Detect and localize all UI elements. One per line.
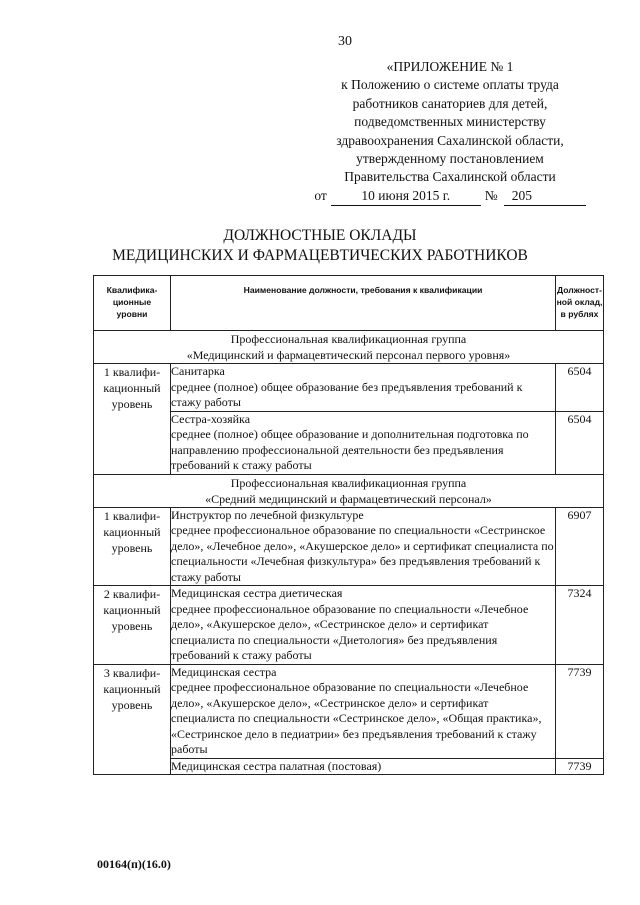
position-title: Медицинская сестра — [171, 664, 277, 679]
decree-reference — [300, 187, 600, 206]
decree-date: 10 июня 2015 г. — [331, 187, 481, 206]
header-salary: Должност- ной оклад, в рублях — [556, 276, 604, 331]
header-level: Квалифика- ционные уровни — [94, 276, 171, 331]
position-title: Санитарка — [171, 364, 225, 378]
document-title — [90, 226, 550, 266]
position-title: Медицинская сестра диетическая — [171, 586, 343, 600]
group-title-line: «Медицинский и фармацевтический персонал первого уровня» — [186, 348, 511, 362]
position-cell — [171, 507, 556, 586]
salary-value: 7739 — [556, 664, 604, 758]
salary-table — [93, 275, 604, 775]
qualification-level — [94, 364, 171, 475]
position-requirements: среднее профессиональное образование по специальности «Лечебное дело», «Акушерское дело», «Сестринское дело» и сертификат специалиста по специальности «Сестринское дело», «Общая практика», «Сестринское дело в педиатрии» без предъявления требований к стажу работы — [171, 680, 542, 756]
salary-value: 6504 — [556, 364, 604, 412]
salary-value: 6504 — [556, 411, 604, 474]
document-title-line: ДОЛЖНОСТНЫЕ ОКЛАДЫ — [223, 227, 417, 244]
appendix-line: работников санаториев для детей, — [352, 95, 548, 111]
decree-number: 205 — [504, 187, 586, 206]
position-title: Сестра-хозяйка — [171, 411, 251, 426]
position-requirements: среднее (полное) общее образование без предъявления требований к стажу работы — [171, 379, 523, 409]
position-row — [94, 507, 604, 586]
salary-value: 7739 — [556, 758, 604, 775]
group-row — [94, 331, 604, 364]
qualification-level-text: 1 квалифи- кационный уровень — [103, 508, 161, 555]
position-title: Инструктор по лечебной физкультуре — [171, 507, 364, 522]
position-requirements: среднее (полное) общее образование и дополнительная подготовка по направлению профессиональной деятельности без предъявления требований к стажу работы — [171, 427, 529, 472]
position-requirements: среднее профессиональное образование по специальности «Лечебное дело», «Акушерское дело», «Сестринское дело» и сертификат специалиста по специальности «Диетология» без предъявления требований к стажу работы — [171, 601, 529, 662]
appendix-line: «ПРИЛОЖЕНИЕ № 1 — [386, 59, 514, 74]
appendix-line: подведомственных министерству — [354, 114, 546, 130]
group-title-line: «Средний медицинский и фармацевтический персонал» — [205, 491, 492, 506]
position-cell — [171, 664, 556, 758]
position-cell — [171, 758, 556, 775]
appendix-line: утвержденному постановлением — [356, 151, 544, 167]
header-name: Наименование должности, требования к квалификации — [171, 276, 556, 331]
position-row — [94, 364, 604, 412]
page-number: 30 — [338, 34, 352, 49]
position-row — [94, 411, 604, 474]
group-title-line: Профессиональная квалификационная группа — [230, 332, 467, 346]
document-title-line: МЕДИЦИНСКИХ И ФАРМАЦЕВТИЧЕСКИХ РАБОТНИКОВ — [112, 247, 528, 264]
position-title: Медицинская сестра палатная (постовая) — [171, 758, 382, 773]
salary-value: 7324 — [556, 586, 604, 665]
position-cell — [171, 586, 556, 665]
qualification-level — [94, 664, 171, 775]
document-code: 00164(п)(16.0) — [97, 857, 171, 871]
position-row — [94, 758, 604, 775]
group-title-line: Профессиональная квалификационная группа — [230, 475, 467, 490]
position-cell — [171, 364, 556, 412]
position-requirements: среднее профессиональное образование по специальности «Сестринское дело», «Лечебное дело», «Акушерское дело» и сертификат специалиста по специальности «Лечебная физкультура» без предъявления требований к стажу работы — [171, 523, 554, 584]
appendix-line: Правительства Сахалинской области — [344, 169, 556, 185]
qualification-level-text: 2 квалифи- кационный уровень — [103, 587, 161, 633]
qualification-level-text: 1 квалифи- кационный уровень — [103, 365, 161, 411]
appendix-header — [300, 58, 600, 206]
appendix-line: здравоохранения Сахалинской области, — [336, 132, 564, 148]
decree-number-label: № — [484, 187, 498, 203]
position-row — [94, 664, 604, 758]
decree-from-label: от — [314, 187, 327, 203]
position-row — [94, 586, 604, 665]
position-cell — [171, 411, 556, 474]
salary-value: 6907 — [556, 507, 604, 586]
qualification-level-text: 3 квалифи- кационный уровень — [103, 665, 161, 712]
table-header-row — [94, 276, 604, 331]
qualification-level — [94, 507, 171, 586]
qualification-level — [94, 586, 171, 665]
appendix-line: к Положению о системе оплаты труда — [341, 77, 559, 93]
qualification-group-title — [94, 474, 604, 507]
group-row — [94, 474, 604, 507]
qualification-group-title — [94, 331, 604, 364]
